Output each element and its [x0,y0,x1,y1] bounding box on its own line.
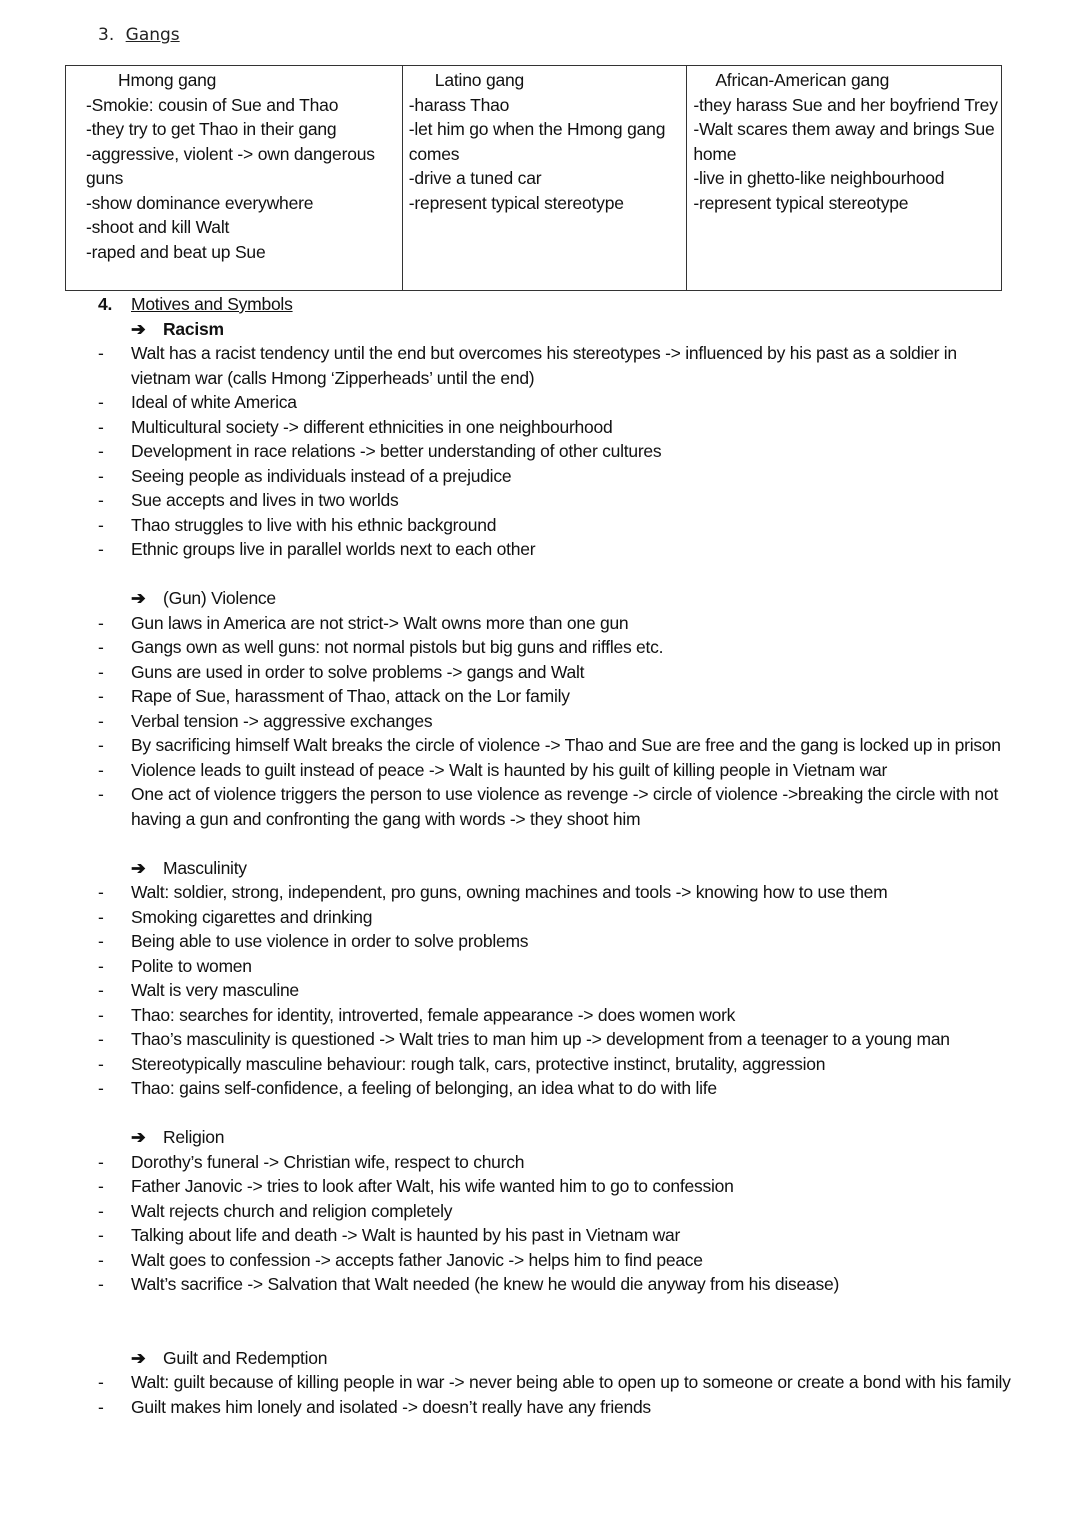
list-item: - Smoking cigarettes and drinking [0,905,1080,930]
list-item: - Thao: gains self-confidence, a feeling of belonging, an idea what to do with life [0,1076,1080,1101]
list-item: - Stereotypically masculine behaviour: rough talk, cars, protective instinct, brutality, aggression [0,1052,1080,1077]
list-item: - Guns are used in order to solve problems -> gangs and Walt [0,660,1080,685]
dash-bullet-icon: - [98,955,104,976]
dash-bullet-icon: - [98,784,104,804]
list-item: - Seeing people as individuals instead of a prejudice [0,464,1080,489]
list-item: - Thao struggles to live with his ethnic background [0,513,1080,538]
dash-bullet-icon: - [98,661,104,682]
list-item: - Verbal tension -> aggressive exchanges [0,709,1080,734]
list-item: - Multicultural society -> different ethnicities in one neighbourhood [0,415,1080,440]
motive-heading-guilt [0,1346,1080,1371]
dash-bullet-icon: - [98,1249,104,1270]
dash-bullet-icon: - [98,465,104,486]
gang-cell-african-american [687,66,1002,291]
list-item: - Walt: guilt because of killing people in war -> never being able to open up to someone or create a bond with his family [0,1370,1080,1395]
list-item: - Guilt makes him lonely and isolated -> doesn’t really have any friends [0,1395,1080,1420]
list-item: - Gun laws in America are not strict-> Walt owns more than one gun [0,611,1080,636]
list-item: - Development in race relations -> better understanding of other cultures [0,439,1080,464]
dash-bullet-icon: - [98,539,104,559]
gang-point: -Smokie: cousin of Sue and Thao [86,94,339,115]
dash-bullet-icon: - [98,490,104,510]
gang-point: -show dominance everywhere [86,192,314,213]
dash-bullet-icon: - [98,1029,104,1049]
list-item: - Walt is very masculine [0,978,1080,1003]
dash-bullet-icon: - [98,710,104,731]
arrow-right-icon: ➔ [131,857,146,878]
gang-cell-hmong [66,66,403,291]
motive-title: Guilt and Redemption [163,1347,328,1368]
dash-bullet-icon: - [98,343,104,363]
list-item: - Walt rejects church and religion completely [0,1199,1080,1224]
dash-bullet-icon: - [98,1225,104,1245]
gang-point: -raped and beat up Sue [86,241,266,262]
motive-heading-violence [0,586,1080,611]
dash-bullet-icon: - [98,1396,104,1417]
arrow-right-icon: ➔ [131,318,146,339]
dash-bullet-icon: - [98,612,104,633]
dash-bullet-icon: - [98,1078,104,1098]
gang-point: -they try to get Thao in their gang [86,119,337,139]
list-item: - Talking about life and death -> Walt is haunted by his past in Vietnam war [0,1223,1080,1248]
motive-title: Religion [163,1127,225,1147]
gang-point: -they harass Sue and her boyfriend Trey [693,94,998,115]
list-item: - Walt’s sacrifice -> Salvation that Walt needed (he knew he would die anyway from his disease) [0,1272,1080,1297]
dash-bullet-icon: - [98,1151,104,1172]
list-item: - Father Janovic -> tries to look after Walt, his wife wanted him to go to confession [0,1174,1080,1199]
section-4 [0,292,1080,1419]
list-item: - Walt goes to confession -> accepts father Janovic -> helps him to find peace [0,1248,1080,1273]
gang-point: -live in ghetto-like neighbourhood [693,168,945,188]
dash-bullet-icon: - [98,1176,104,1196]
dash-bullet-icon: - [98,906,104,927]
dash-bullet-icon: - [98,882,104,902]
dash-bullet-icon: - [98,392,104,412]
dash-bullet-icon: - [98,735,104,755]
dash-bullet-icon: - [98,1274,104,1294]
list-item: - Sue accepts and lives in two worlds [0,488,1080,513]
gang-point: -Walt scares them away and brings Sue home [693,119,995,164]
motive-title: Racism [163,318,224,339]
motive-title: (Gun) Violence [163,588,276,608]
arrow-right-icon: ➔ [131,1347,146,1368]
gang-point: -harass Thao [408,94,510,115]
motive-list-religion [0,1150,1080,1297]
gang-heading: African-American gang [715,70,890,90]
section-4-number: 4. [98,294,113,314]
motive-heading-racism [0,317,1080,342]
arrow-right-icon: ➔ [131,588,146,608]
list-item: - Ethnic groups live in parallel worlds next to each other [0,537,1080,562]
list-item: - Ideal of white America [0,390,1080,415]
dash-bullet-icon: - [98,416,104,437]
section-3-title: Gangs [125,25,180,45]
dash-bullet-icon: - [98,1004,104,1025]
motive-list-racism [0,341,1080,562]
dash-bullet-icon: - [98,1200,104,1221]
gang-point: -aggressive, violent -> own dangerous guns [86,143,375,188]
section-4-heading [0,292,1080,317]
gang-cell-latino [402,66,687,291]
motive-title: Masculinity [163,857,247,878]
list-item: - Thao’s masculinity is questioned -> Walt tries to man him up -> development from a teenager to a young man [0,1027,1080,1052]
motive-list-masculinity [0,880,1080,1101]
section-4-title: Motives and Symbols [131,294,293,314]
dash-bullet-icon: - [98,759,104,780]
dash-bullet-icon: - [98,637,104,657]
gang-point: -represent typical stereotype [693,192,909,213]
gang-heading: Hmong gang [118,70,217,90]
list-item: - Violence leads to guilt instead of peace -> Walt is haunted by his guilt of killing people in Vietnam war [0,758,1080,783]
list-item: - One act of violence triggers the person to use violence as revenge -> circle of violence ->breaking the circle with not having a gun and confronting the gang with words -> they shoot him [98,784,999,829]
gang-point: -represent typical stereotype [408,192,624,213]
motive-heading-masculinity [0,856,1080,881]
list-item: - Walt has a racist tendency until the end but overcomes his stereotypes -> influenced by his past as a soldier in vietnam war (calls Hmong ‘Zipperheads’ until the end) [98,343,957,388]
list-item: - By sacrificing himself Walt breaks the circle of violence -> Thao and Sue are free and the gang is locked up in prison [0,733,1080,758]
list-item: - Walt: soldier, strong, independent, pro guns, owning machines and tools -> knowing how to use them [0,880,1080,905]
list-item: - Thao: searches for identity, introverted, female appearance -> does women work [0,1003,1080,1028]
list-item: - Dorothy’s funeral -> Christian wife, respect to church [0,1150,1080,1175]
gang-point: -let him go when the Hmong gang comes [408,119,666,164]
gang-heading: Latino gang [434,70,525,90]
list-item: - Polite to women [0,954,1080,979]
arrow-right-icon: ➔ [131,1127,146,1147]
section-3-number: 3. [98,25,115,45]
gang-point: -shoot and kill Walt [86,217,230,237]
section-3-heading [98,25,180,45]
gangs-table [65,65,1002,291]
dash-bullet-icon: - [98,980,104,1000]
motive-heading-religion [0,1125,1080,1150]
motive-list-guilt [0,1370,1080,1419]
dash-bullet-icon: - [98,686,104,706]
dash-bullet-icon: - [98,514,104,535]
list-item: - Being able to use violence in order to solve problems [0,929,1080,954]
dash-bullet-icon: - [98,931,104,951]
gang-point: -drive a tuned car [408,168,542,188]
list-item: - Rape of Sue, harassment of Thao, attack on the Lor family [0,684,1080,709]
list-item: - Gangs own as well guns: not normal pistols but big guns and riffles etc. [0,635,1080,660]
dash-bullet-icon: - [98,1053,104,1074]
motive-list-violence [0,611,1080,832]
dash-bullet-icon: - [98,1372,104,1392]
dash-bullet-icon: - [98,441,104,461]
table-row [66,66,1002,291]
